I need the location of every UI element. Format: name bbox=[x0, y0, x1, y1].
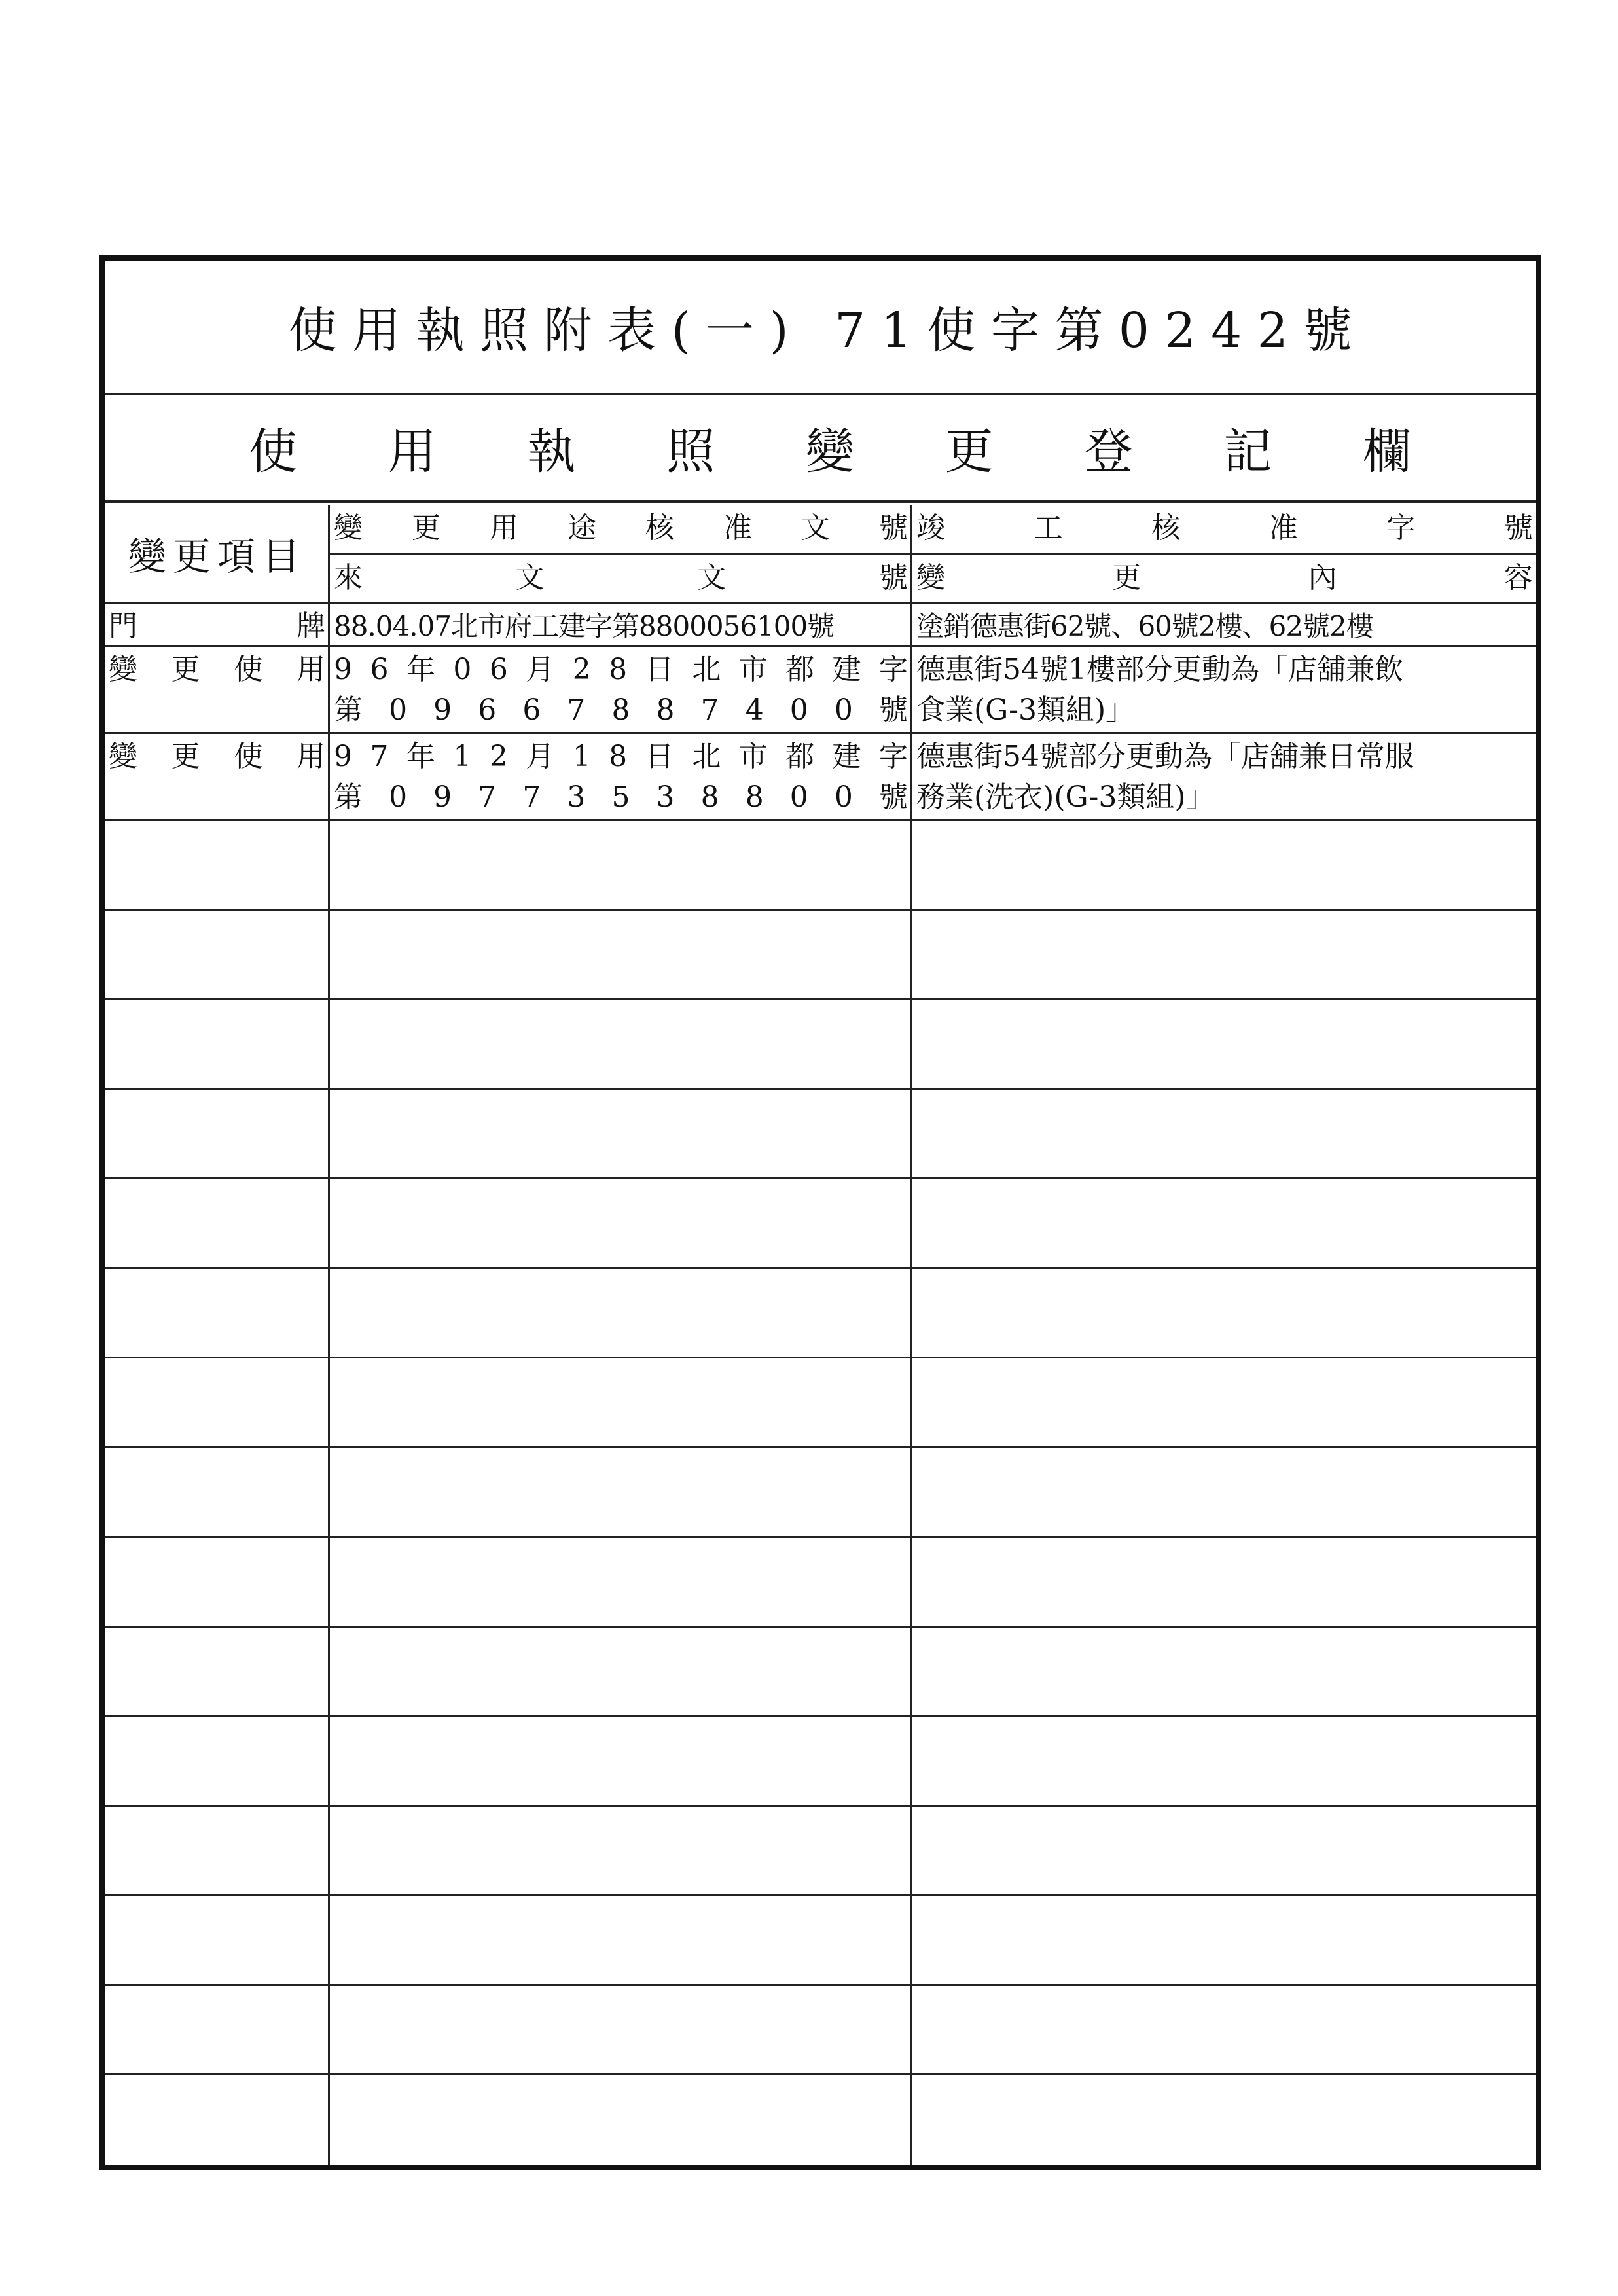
cell-char: 7 bbox=[522, 780, 541, 814]
heading-char: 執 bbox=[527, 424, 576, 480]
empty-cell bbox=[330, 1269, 912, 1357]
cell-char: 年 bbox=[406, 653, 435, 686]
cell-char: 更 bbox=[171, 740, 200, 773]
row-content-line: 德惠街54號部分更動為「店舖兼日常服 bbox=[916, 740, 1414, 773]
cell-char: 8 bbox=[611, 693, 630, 727]
empty-row bbox=[105, 1090, 1536, 1180]
table-row bbox=[105, 647, 1536, 734]
cell-char: 0 bbox=[834, 780, 853, 814]
empty-cell bbox=[330, 1000, 912, 1088]
cell-char: 0 bbox=[789, 693, 808, 727]
cell-char: 准 bbox=[1268, 511, 1298, 545]
empty-cell bbox=[105, 1538, 330, 1626]
row-content-cell bbox=[912, 604, 1536, 645]
empty-row bbox=[105, 2075, 1536, 2165]
cell-char: 字 bbox=[878, 653, 908, 686]
cell-char: 使 bbox=[234, 740, 263, 773]
row-doc-line bbox=[334, 690, 908, 731]
cell-char: 號 bbox=[878, 693, 908, 727]
cell-char: 來 bbox=[334, 561, 363, 594]
cell-char: 2 bbox=[489, 740, 508, 773]
cell-char: 7 bbox=[700, 693, 719, 727]
header-incoming-number bbox=[334, 558, 908, 598]
cell-char: 6 bbox=[522, 693, 541, 727]
cell-char: 變 bbox=[109, 740, 137, 773]
cell-char: 用 bbox=[296, 653, 325, 686]
register-heading bbox=[105, 395, 1536, 503]
cell-char: 9 bbox=[334, 653, 352, 686]
empty-cell bbox=[912, 1717, 1536, 1805]
empty-row bbox=[105, 911, 1536, 1000]
cell-char: 市 bbox=[738, 740, 768, 773]
row-content-line: 務業(洗衣)(G-3類組)」 bbox=[916, 780, 1215, 814]
empty-cell bbox=[330, 1807, 912, 1895]
empty-row bbox=[105, 1896, 1536, 1986]
row-item-cell bbox=[105, 647, 330, 732]
row-content-line: 塗銷德惠街62號、60號2樓、62號2樓 bbox=[916, 610, 1373, 642]
empty-cell bbox=[105, 1448, 330, 1536]
cell-char: 7 bbox=[370, 740, 389, 773]
row-item-label bbox=[109, 737, 325, 777]
empty-cell bbox=[105, 2075, 330, 2165]
header-row bbox=[105, 505, 1536, 604]
cell-char: 8 bbox=[745, 780, 764, 814]
table-row bbox=[105, 604, 1536, 647]
document-title bbox=[105, 261, 1536, 395]
empty-cell bbox=[330, 1717, 912, 1805]
license-sheet bbox=[99, 255, 1541, 2170]
cell-char: 月 bbox=[526, 740, 555, 773]
empty-cell bbox=[105, 1000, 330, 1088]
header-approval-number bbox=[334, 508, 908, 549]
empty-cell bbox=[912, 911, 1536, 998]
empty-cell bbox=[912, 1448, 1536, 1536]
row-doc-line: 88.04.07北市府工建字第8800056100號 bbox=[334, 610, 835, 642]
row-content-line: 德惠街54號1樓部分更動為「店舖兼飲 bbox=[916, 653, 1403, 686]
empty-cell bbox=[912, 1896, 1536, 1984]
empty-row bbox=[105, 1358, 1536, 1448]
cell-char: 變 bbox=[916, 561, 945, 594]
cell-char: 門 bbox=[109, 610, 137, 643]
empty-cell bbox=[330, 911, 912, 998]
title-text: 使 用 執 照 附 表 ( 一 ) 7 1 使 字 第 0 2 4 2 號 bbox=[288, 302, 1352, 359]
row-content-cell bbox=[912, 734, 1536, 819]
cell-char: 字 bbox=[1386, 511, 1416, 545]
cell-char: 牌 bbox=[297, 610, 325, 643]
cell-char: 1 bbox=[453, 740, 472, 773]
header-item-cell bbox=[105, 505, 330, 602]
empty-cell bbox=[330, 1179, 912, 1267]
cell-char: 2 bbox=[572, 653, 591, 686]
empty-cell bbox=[105, 1179, 330, 1267]
cell-char: 4 bbox=[745, 693, 764, 727]
cell-char: 0 bbox=[789, 780, 808, 814]
cell-char: 途 bbox=[567, 511, 596, 545]
cell-char: 市 bbox=[738, 653, 768, 686]
empty-cell bbox=[330, 1090, 912, 1178]
empty-cell bbox=[912, 1090, 1536, 1178]
cell-char: 號 bbox=[878, 780, 908, 814]
cell-char: 核 bbox=[1151, 511, 1181, 545]
cell-char: 8 bbox=[656, 693, 675, 727]
cell-char: 8 bbox=[609, 653, 628, 686]
empty-row bbox=[105, 1179, 1536, 1269]
empty-row bbox=[105, 1448, 1536, 1538]
header-item-label: 變更項目 bbox=[128, 534, 306, 579]
cell-char: 7 bbox=[567, 693, 586, 727]
empty-cell bbox=[105, 1628, 330, 1715]
empty-cell bbox=[105, 1090, 330, 1178]
empty-cell bbox=[912, 1000, 1536, 1088]
cell-char: 3 bbox=[656, 780, 675, 814]
heading-char: 更 bbox=[944, 424, 994, 480]
cell-char: 更 bbox=[412, 511, 440, 545]
empty-row bbox=[105, 1628, 1536, 1717]
cell-char: 建 bbox=[832, 653, 861, 686]
empty-cell bbox=[330, 1448, 912, 1536]
cell-char: 6 bbox=[478, 693, 497, 727]
empty-cell bbox=[105, 1807, 330, 1895]
empty-cell bbox=[105, 821, 330, 909]
header-change-content bbox=[916, 558, 1533, 598]
cell-char: 北 bbox=[692, 740, 721, 773]
cell-char: 第 bbox=[334, 693, 363, 727]
empty-cell bbox=[912, 1358, 1536, 1446]
heading-char: 欄 bbox=[1363, 424, 1411, 480]
cell-char: 0 bbox=[453, 653, 472, 686]
empty-cell bbox=[105, 1717, 330, 1805]
empty-cell bbox=[912, 1807, 1536, 1895]
cell-char: 文 bbox=[801, 511, 830, 545]
row-item-label bbox=[109, 606, 325, 645]
row-item-cell bbox=[105, 604, 330, 645]
cell-char: 0 bbox=[834, 693, 853, 727]
cell-char: 8 bbox=[700, 780, 719, 814]
cell-char: 用 bbox=[296, 740, 325, 773]
empty-row bbox=[105, 1000, 1536, 1090]
row-item-cell bbox=[105, 734, 330, 819]
cell-char: 更 bbox=[1112, 561, 1142, 594]
header-completion-number bbox=[916, 508, 1533, 549]
cell-char: 准 bbox=[723, 511, 752, 545]
cell-char: 6 bbox=[370, 653, 389, 686]
cell-char: 變 bbox=[334, 511, 363, 545]
row-doc-line bbox=[334, 737, 908, 777]
cell-char: 竣 bbox=[916, 511, 945, 545]
cell-char: 7 bbox=[478, 780, 497, 814]
cell-char: 變 bbox=[109, 653, 137, 686]
cell-char: 都 bbox=[785, 740, 814, 773]
cell-char: 用 bbox=[490, 511, 518, 545]
cell-char: 日 bbox=[645, 653, 674, 686]
cell-char: 3 bbox=[567, 780, 586, 814]
empty-cell bbox=[912, 1269, 1536, 1357]
empty-cell bbox=[105, 1986, 330, 2073]
empty-cell bbox=[330, 2075, 912, 2165]
cell-char: 使 bbox=[234, 653, 263, 686]
cell-char: 9 bbox=[334, 740, 352, 773]
empty-cell bbox=[105, 1358, 330, 1446]
row-doc-line bbox=[334, 649, 908, 690]
empty-cell bbox=[330, 1538, 912, 1626]
heading-char: 照 bbox=[666, 424, 715, 480]
cell-char: 9 bbox=[433, 780, 452, 814]
cell-char: 字 bbox=[878, 740, 908, 773]
empty-cell bbox=[912, 821, 1536, 909]
empty-row bbox=[105, 1269, 1536, 1358]
empty-cell bbox=[330, 1628, 912, 1715]
row-doc-cell bbox=[330, 734, 912, 819]
cell-char: 內 bbox=[1308, 561, 1337, 594]
cell-char: 0 bbox=[389, 780, 408, 814]
cell-char: 5 bbox=[611, 780, 630, 814]
row-item-label bbox=[109, 649, 325, 690]
change-register-table bbox=[105, 505, 1536, 2165]
cell-char: 年 bbox=[406, 740, 435, 773]
heading-char: 記 bbox=[1223, 424, 1272, 480]
empty-row bbox=[105, 821, 1536, 911]
empty-cell bbox=[912, 1986, 1536, 2073]
cell-char: 1 bbox=[572, 740, 591, 773]
row-doc-cell bbox=[330, 604, 912, 645]
cell-char: 文 bbox=[697, 561, 727, 594]
cell-char: 第 bbox=[334, 780, 363, 814]
cell-char: 號 bbox=[879, 511, 908, 545]
heading-char: 變 bbox=[806, 424, 854, 480]
row-doc-cell bbox=[330, 647, 912, 732]
empty-cell bbox=[330, 821, 912, 909]
cell-char: 都 bbox=[785, 653, 814, 686]
empty-row bbox=[105, 1717, 1536, 1807]
heading-char: 用 bbox=[387, 424, 437, 480]
cell-char: 北 bbox=[692, 653, 721, 686]
cell-char: 號 bbox=[878, 561, 908, 594]
empty-row bbox=[105, 1807, 1536, 1897]
empty-cell bbox=[105, 911, 330, 998]
empty-cell bbox=[330, 1986, 912, 2073]
heading-char: 登 bbox=[1084, 424, 1133, 480]
row-content-cell bbox=[912, 647, 1536, 732]
empty-row bbox=[105, 1986, 1536, 2075]
empty-cell bbox=[105, 1269, 330, 1357]
empty-cell bbox=[912, 1179, 1536, 1267]
empty-cell bbox=[912, 1538, 1536, 1626]
cell-char: 核 bbox=[645, 511, 674, 545]
empty-cell bbox=[912, 2075, 1536, 2165]
empty-cell bbox=[330, 1358, 912, 1446]
empty-cell bbox=[330, 1896, 912, 1984]
cell-char: 工 bbox=[1034, 511, 1063, 545]
header-sub-divider bbox=[330, 553, 1536, 555]
cell-char: 0 bbox=[389, 693, 408, 727]
row-doc-line bbox=[334, 777, 908, 818]
empty-cell bbox=[912, 1628, 1536, 1715]
heading-char: 使 bbox=[249, 424, 297, 480]
cell-char: 日 bbox=[645, 740, 674, 773]
table-row bbox=[105, 734, 1536, 821]
empty-row bbox=[105, 1538, 1536, 1628]
cell-char: 號 bbox=[1503, 511, 1533, 545]
cell-char: 文 bbox=[515, 561, 545, 594]
empty-cell bbox=[105, 1896, 330, 1984]
cell-char: 月 bbox=[526, 653, 555, 686]
cell-char: 9 bbox=[433, 693, 452, 727]
cell-char: 更 bbox=[171, 653, 200, 686]
cell-char: 8 bbox=[609, 740, 628, 773]
cell-char: 建 bbox=[832, 740, 861, 773]
cell-char: 6 bbox=[489, 653, 508, 686]
row-content-line: 食業(G-3類組)」 bbox=[916, 693, 1135, 727]
cell-char: 容 bbox=[1503, 561, 1533, 594]
